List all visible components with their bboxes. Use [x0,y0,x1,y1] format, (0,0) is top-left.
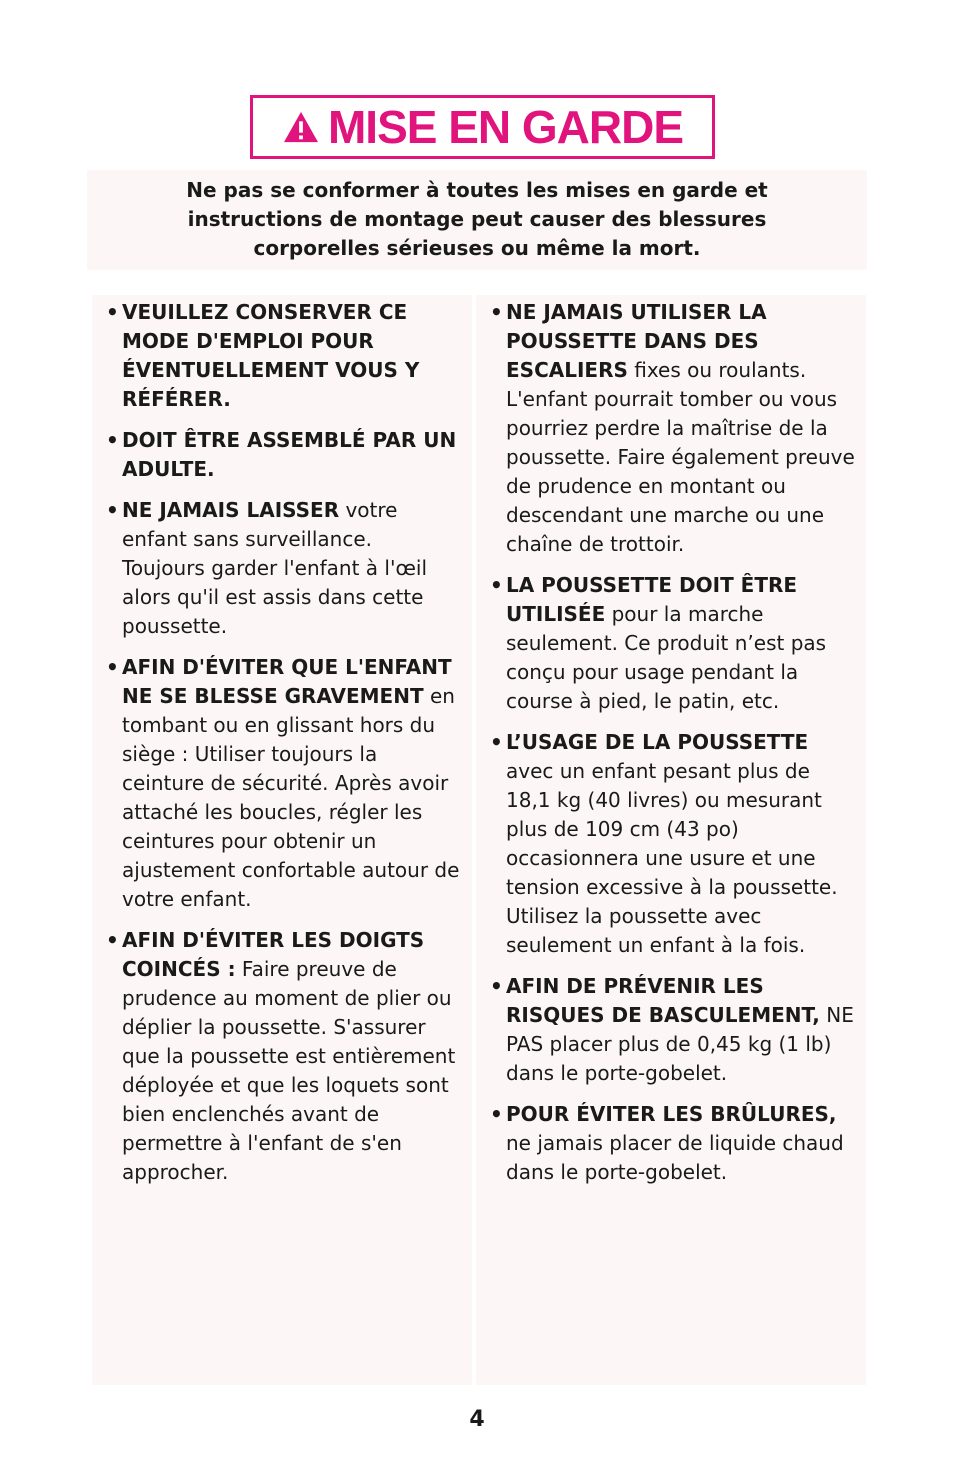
warning-item [490,728,856,960]
warning-title: MISE EN GARDE [327,101,684,153]
warning-text: votre enfant sans surveillance. Toujours garder l'enfant à l'œil alors qu'il est assis dans cette poussette. [122,498,428,638]
warning-text: avec un enfant pesant plus de 18,1 kg (40 livres) ou mesurant plus de 109 cm (43 po) occasionnera une usure et une tension excessive à la poussette. Utilisez la poussette avec seulement un enfant à la fois. [506,759,838,957]
right-warning-column [476,295,866,1385]
bullet: • [106,498,119,522]
bullet: • [106,428,119,452]
bullet: • [106,655,119,679]
bullet: • [490,300,503,324]
warning-heading: NE JAMAIS UTILISER LA POUSSETTE DANS DES ESCALIERS [506,300,767,382]
warning-text: pour la marche seulement. Ce produit n’est pas conçu pour usage pendant la course à pied, le patin, etc. [506,602,827,713]
bullet: • [490,730,503,754]
warning-heading: AFIN D'ÉVITER LES DOIGTS COINCÉS : [122,928,425,981]
warning-heading: AFIN D'ÉVITER QUE L'ENFANT NE SE BLESSE GRAVEMENT [122,655,452,708]
warning-heading: LA POUSSETTE DOIT ÊTRE UTILISÉE [506,573,798,626]
warning-text: en tombant ou en glissant hors du siège : Utiliser toujours la ceinture de sécurité. Après avoir attaché les boucles, régler les ceintures pour obtenir un ajustement confortable autour de votre enfant. [122,684,460,911]
intro-line-1: Ne pas se conformer à toutes les mises en garde et [186,178,768,202]
bullet: • [490,1102,503,1126]
warning-item [106,926,460,1187]
warning-heading: AFIN DE PRÉVENIR LES RISQUES DE BASCULEMENT, [506,974,820,1027]
warning-item [490,571,856,716]
warning-item [106,298,460,414]
warning-item [106,426,460,484]
intro-line-2: instructions de montage peut causer des blessures [187,207,767,231]
warning-item [490,1100,856,1187]
left-warning-column [92,295,472,1385]
warning-item [106,653,460,914]
warning-intro [87,170,867,270]
warning-heading: L’USAGE DE LA POUSSETTE [506,730,809,754]
warning-title-box [250,95,715,159]
warning-heading: NE JAMAIS LAISSER [122,498,340,522]
warning-heading: POUR ÉVITER LES BRÛLURES, [506,1102,837,1126]
page-number: 4 [469,1407,485,1432]
warning-text: Faire preuve de prudence au moment de plier ou déplier la poussette. S'assurer que la poussette est entièrement déployée et que les loquets sont bien enclenchés avant de permettre à l'enfant de s'en approcher. [122,957,456,1184]
warning-text: fixes ou roulants. L'enfant pourrait tomber ou vous pourriez perdre la maîtrise de la poussette. Faire également preuve de prudence en montant ou descendant une marche ou une chaîne de trottoir. [506,358,855,556]
bullet: • [490,974,503,998]
warning-heading: DOIT ÊTRE ASSEMBLÉ PAR UN ADULTE. [122,428,457,481]
warning-item [490,298,856,559]
intro-line-3: corporelles sérieuses ou même la mort. [253,236,701,260]
warning-text: NE PAS placer plus de 0,45 kg (1 lb) dans le porte-gobelet. [506,1003,854,1085]
warning-item [490,972,856,1088]
bullet: • [106,300,119,324]
warning-triangle-icon [282,110,320,144]
warning-item [106,496,460,641]
bullet: • [106,928,119,952]
bullet: • [490,573,503,597]
warning-heading: VEUILLEZ CONSERVER CE MODE D'EMPLOI POUR ÉVENTUELLEMENT VOUS Y RÉFÉRER. [122,300,420,411]
warning-text: ne jamais placer de liquide chaud dans le porte-gobelet. [506,1131,844,1184]
